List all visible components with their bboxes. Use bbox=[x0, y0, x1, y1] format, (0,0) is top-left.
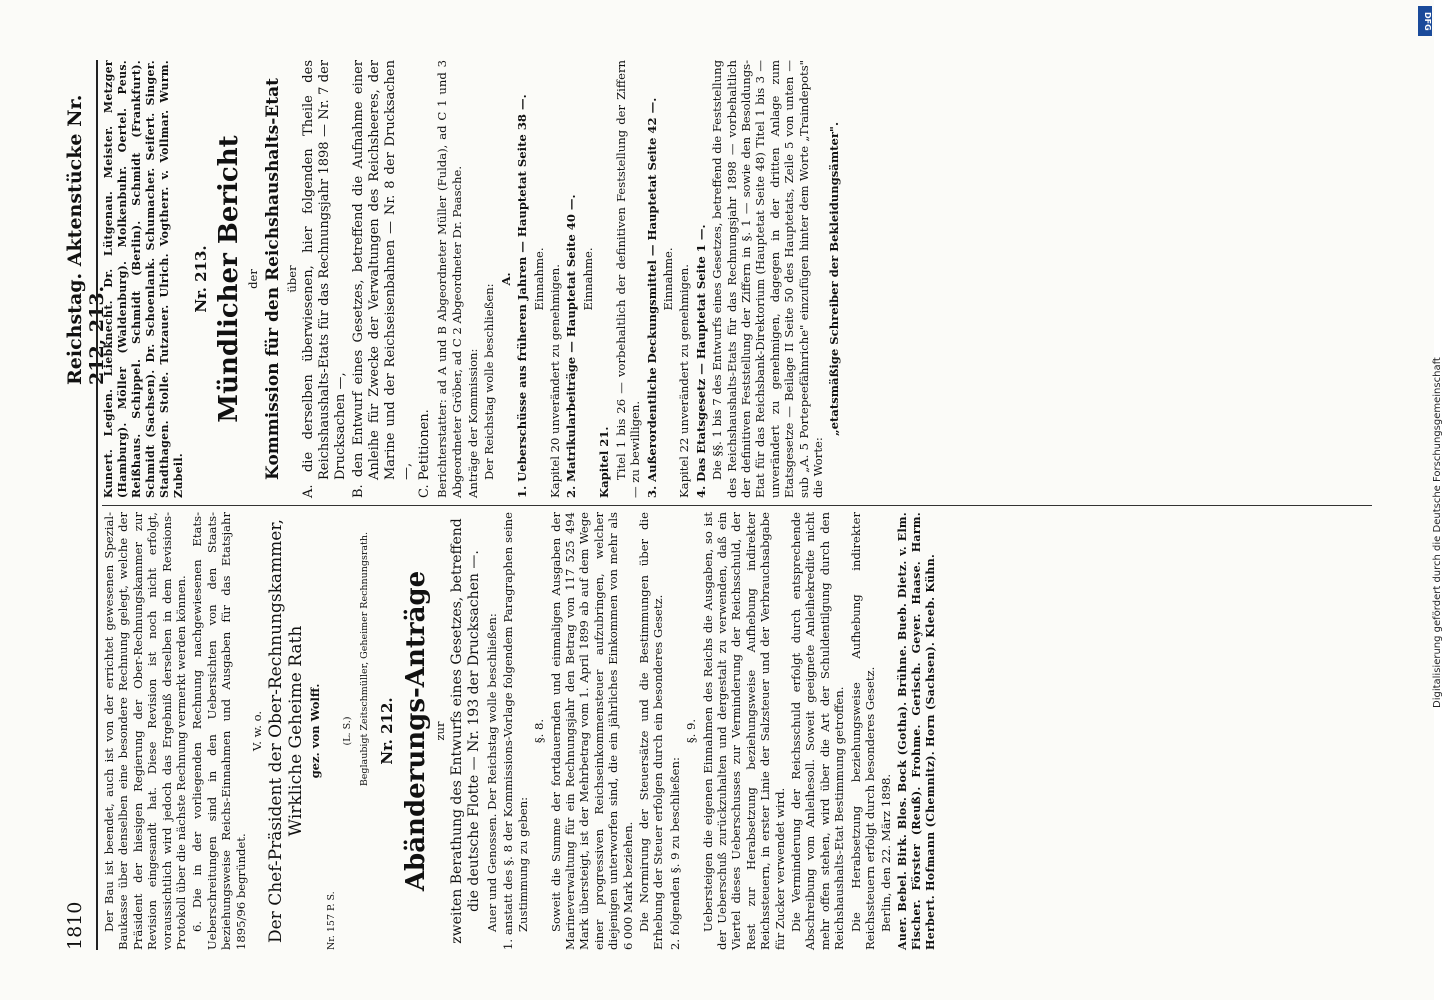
einnahme: Einnahme. bbox=[580, 247, 595, 311]
signer-title: Der Chef-Präsident der Ober-Rechnungskammer, Wirkliche Geheime Rath bbox=[266, 518, 307, 944]
item-s3: 3. Außerordentliche Deckungsmittel — Hauptetat Seite 42 —. bbox=[644, 97, 659, 498]
reference: Nr. 157 P. S. bbox=[325, 891, 337, 950]
seal-mark: (L. S.) bbox=[342, 716, 354, 746]
item-a: A. die derselben überwiesenen, hier folgenden Theile des Reichshaushalts-Etats für das Rechnungsjahr 1898 — Nr. 7 der Drucksachen —, bbox=[301, 60, 349, 498]
section-number: Nr. 213. bbox=[192, 245, 210, 313]
rotated-document bbox=[60, 60, 1415, 950]
text-9c: Die Herabsetzung beziehungsweise Aufhebung indirekter Reichssteuern erfolgt durch besonderes Gesetz. bbox=[848, 512, 878, 950]
ueber: über bbox=[284, 265, 299, 293]
section-number: Nr. 212. bbox=[378, 697, 397, 765]
quote: „etatsmäßige Schreiber der Bekleidungsämter". bbox=[827, 122, 842, 436]
zur: zur bbox=[432, 721, 447, 741]
item-2: 2. folgenden §. 9 zu beschließen: bbox=[667, 757, 682, 950]
item-c: C. Petitionen. bbox=[417, 409, 433, 498]
text-8: Soweit die Summe der fortdauernden und einmaligen Ausgaben der Marineverwaltung für ein Rechnungsjahr den Betrag von 117 525 494 Mark übersteigt, ist der Mehrbetrag vom 1. April 1899 ab auf dem Wege einer progressiven Reichseinkommensteuer aufzubringen, welcher diejenigen unterworfen sind, die ein jährliches Einkommen von mehr als 6 000 Mark beziehen. bbox=[548, 512, 635, 950]
paragraph: Der Bau ist beendet, auch ist von der errichtet gewesenen Spezial-Baukasse über denselben eine besondere Rechnung gelegt, welche der Präsident der hiesigen Regierung der Ober-Rechnungskammer zur Revision eingesandt hat. Diese Revision ist noch nicht erfolgt, voraussichtlich wird jedoch das Ergebniß derselben in dem Revisions-Protokoll über die nächste Rechnung vermerkt werden können. bbox=[102, 512, 189, 950]
beschliessen: Der Reichstag wolle beschließen: bbox=[482, 283, 497, 480]
kapitel-22: Kapitel 22 unverändert zu genehmigen. bbox=[677, 264, 692, 498]
commission: Kommission für den Reichshaushalts-Etat bbox=[262, 78, 283, 480]
item-b: B. den Entwurf eines Gesetzes, betreffend die Aufnahme einer Anleihe für Zwecke der Verwaltungen des Reichsheeres, der Marine und der Reichseisenbahnen — Nr. 8 der Drucksachen —, bbox=[351, 60, 415, 498]
kapitel-21-text: Titel 1 bis 26 — vorbehaltlich der definitiven Feststellung der Ziffern — zu bewilligen. bbox=[613, 60, 643, 498]
signer: gez. von Wolff. bbox=[308, 683, 323, 779]
credit-text: Digitalisierung gefördert durch die Deutsche Forschungsgemeinschaft bbox=[1432, 357, 1443, 708]
kapitel-21: Kapitel 21. bbox=[597, 426, 612, 498]
kapitel-20: Kapitel 20 unverändert zu genehmigen. bbox=[548, 264, 563, 498]
sidebar-credit bbox=[1412, 8, 1443, 988]
section-a: A. bbox=[498, 272, 513, 286]
text-9: Uebersteigen die eigenen Einnahmen des Reichs die Ausgaben, so ist der Ueberschuß zurückzuhalten und dergestalt zu verwenden, daß ein Viertel dieses Ueberschusses zur Verminderung der Reichsschuld, der Rest zur Herabsetzung beziehungsweise Aufhebung indirekter Reichssteuern, in erster Linie der Salzsteuer und der Verbrauchsabgabe für Zucker verwendet wird. bbox=[700, 512, 787, 950]
item-s4: 4. Das Etatsgesetz — Hauptetat Seite 1 —. bbox=[693, 224, 708, 498]
section-heading: Mündlicher Bericht bbox=[214, 135, 245, 423]
subject: zweiten Berathung des Entwurfs eines Gesetzes, betreffend die deutsche Flotte — Nr. 193 der Drucksachen —. bbox=[448, 518, 482, 944]
text-9b: Die Verminderung der Reichsschuld erfolgt durch entsprechende Abschreibung vom Anleihesoll. Soweit geeignete Anleihekredite nicht mehr offen stehen, wird über die Art der Schuldentilgung durch den Reichshaushalts-Etat Bestimmung getroffen. bbox=[789, 512, 847, 950]
dfg-logo-icon: DFG bbox=[1418, 6, 1432, 36]
page-title: Reichstag. Aktenstücke Nr. 212, 213. bbox=[64, 94, 108, 385]
section-heading: Abänderungs-Anträge bbox=[400, 570, 431, 892]
item-s2: 2. Matrikularbeiträge — Hauptetat Seite 40 —. bbox=[564, 194, 579, 498]
paragraph-8: §. 8. bbox=[532, 718, 547, 744]
date: Berlin, den 22. März 1898. bbox=[879, 773, 894, 932]
intro: Auer und Genossen. Der Reichstag wolle beschließen: bbox=[484, 613, 499, 932]
signatories: Auer. Bebel. Birk. Blos. Bock (Gotha). Brühne. Bueb. Dietz. v. Elm. Fischer. Förster (Reuß). Frohme. Gerisch. Geyer. Haase. Harm. Herbert. Hofmann (Chemnitz). Horn (Sachsen). Kleeb. Kühn. bbox=[895, 512, 937, 950]
der: der bbox=[246, 269, 261, 289]
page-header bbox=[60, 60, 108, 950]
einnahme: Einnahme. bbox=[660, 247, 675, 311]
item-1: 1. anstatt des §. 8 der Kommissions-Vorlage folgendem Paragraphen seine Zustimmung zu geben: bbox=[501, 512, 530, 950]
paragraph: 6. Die in der vorliegenden Rechnung nachgewiesenen Etats-Ueberschreitungen sind in den Uebersichten von den Staats- beziehungsweise Reichs-Einnahmen und Ausgaben für das Etatsjahr 1895/96 begründet. bbox=[190, 512, 248, 950]
antraege: Anträge der Kommission: bbox=[466, 348, 481, 498]
einnahme: Einnahme. bbox=[531, 247, 546, 311]
reporters: Berichterstatter: ad A und B Abgeordneter Müller (Fulda), ad C 1 und 3 Abgeordneter Gröber, ad C 2 Abgeordneter Dr. Paasche. bbox=[435, 60, 464, 498]
column-divider bbox=[102, 505, 1372, 506]
vwo: V. w. o. bbox=[250, 710, 265, 752]
header-rule bbox=[96, 60, 98, 950]
column-right bbox=[102, 60, 1382, 498]
page-number: 1810 bbox=[64, 901, 86, 950]
text-8b: Die Normirung der Steuersätze und die Bestimmungen über die Erhebung der Steuer erfolgen durch ein besonderes Gesetz. bbox=[636, 512, 666, 950]
column-left bbox=[102, 512, 1382, 950]
item-s1: 1. Ueberschüsse aus früheren Jahren — Hauptetat Seite 38 —. bbox=[515, 94, 530, 498]
signatories: Kunert. Legien. Liebknecht. Dr. Lütgenau. Meister. Metzger (Hamburg). Möller (Waldenburg). Molkenbuhr. Oertel. Peus. Reißhaus. Schippel. Schmidt (Berlin). Schmidt (Frankfurt). Schmidt (Sachsen). Dr. Schoenlank. Schumacher. Seifert. Singer. Stadthagen. Stolle. Tutzauer. Ulrich. Vogtherr. v. Vollmar. Wurm. Zubeil. bbox=[102, 60, 185, 498]
certified: Beglaubigt Zeitschmüller, Geheimer Rechnungsrath. bbox=[358, 532, 370, 787]
item-s4-text: Die §§. 1 bis 7 des Entwurfs eines Gesetzes, betreffend die Feststellung des Reichshaushalts-Etats für das Rechnungsjahr 1898 — vorbehaltlich der definitiven Feststellung der Ziffern in §. 1 — sowie den Besoldungs-Etat für das Reichsbank-Direktorium (Hauptetat Seite 48) Titel 1 bis 3 — unverändert zu genehmigen, dagegen in der dritten Anlage zum Etatsgesetze — Beilage II Seite 50 des Hauptetats, Zeile 5 von unten — sub „A. 5 Portepeefähnriche" einzufügen hinter dem Worte „Traindepots" die Worte: bbox=[710, 60, 825, 498]
paragraph-9: §. 9. bbox=[684, 718, 699, 744]
